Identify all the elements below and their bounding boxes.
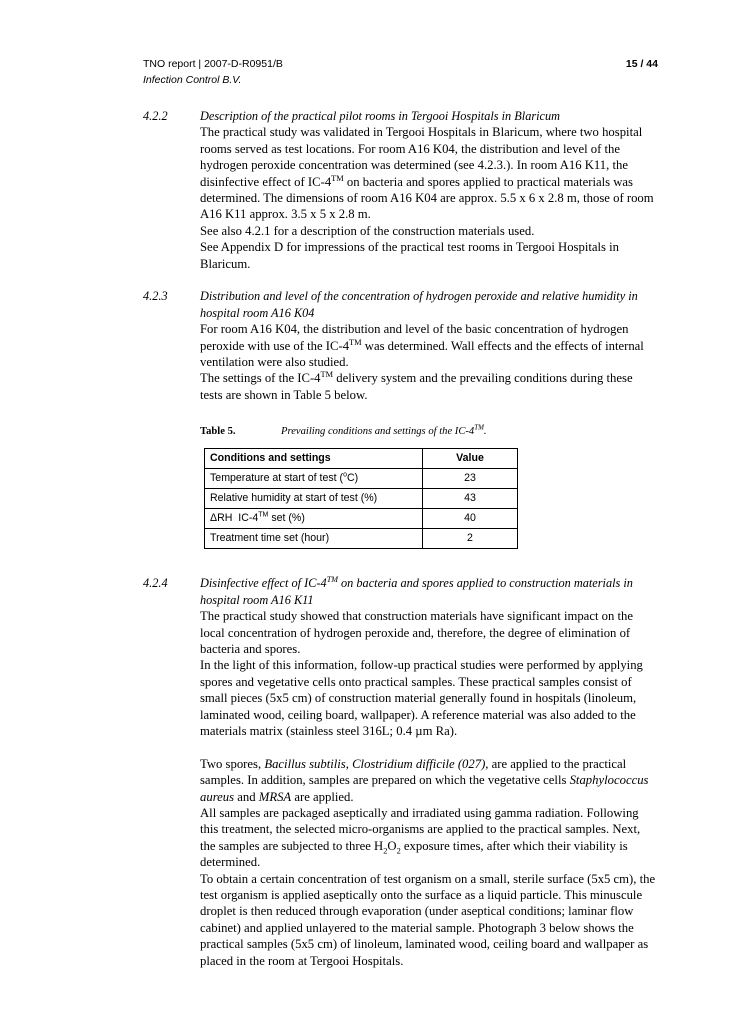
section-number: 4.2.2 bbox=[143, 109, 168, 123]
section-content bbox=[200, 288, 658, 403]
section-number: 4.2.3 bbox=[143, 289, 168, 304]
spacer bbox=[143, 272, 658, 288]
paragraph: To obtain a certain concentration of test organism on a small, sterile surface (5x5 cm), the test organism is applied aseptically onto the surface as a liquid particle. This minuscule droplet is then reduced through evaporation (under aseptical conditions; laminar flow cabinet) and applied unlayered to the material sample. Photograph 3 below shows the practical samples (5x5 cm) of linoleum, laminated wood, ceiling board and wallpaper as placed in the room at Tergooi Hospitals. bbox=[200, 871, 656, 968]
paragraph: See Appendix D for impressions of the practical test rooms in Tergooi Hospitals in Blaricum. bbox=[200, 240, 620, 271]
row-label: ΔRH IC-4™ set (%) bbox=[205, 509, 423, 529]
row-label: Temperature at start of test ($^o$C) bbox=[205, 469, 423, 489]
section-content bbox=[200, 575, 658, 969]
section-number: 4.2.4 bbox=[143, 576, 168, 591]
paragraph: The practical study showed that construction materials have significant impact on the local concentration of hydrogen peroxide and, therefore, the degree of elimination of bacteria and spores. bbox=[200, 609, 634, 656]
table-wrapper bbox=[204, 448, 510, 549]
page-number: 15 / 44 bbox=[625, 58, 658, 70]
table-caption bbox=[200, 425, 658, 439]
table-row bbox=[205, 469, 518, 489]
paragraph: For room A16 K04, the distribution and level of the basic concentration of hydrogen peroxide with use of the IC-4™ was determined. Wall effects and the effects of internal ventilation were also studied. bbox=[200, 322, 644, 370]
table-caption-text: Prevailing conditions and settings of the IC-4™. bbox=[281, 423, 487, 438]
table-header bbox=[205, 449, 518, 469]
header-top-row bbox=[143, 57, 658, 72]
paragraph: The practical study was validated in Tergooi Hospitals in Blaricum, where two hospital rooms served as test locations. For room A16 K04, the distribution and level of the hydrogen peroxide concentration was determined (see 4.2.3.). In room A16 K11, the disinfective effect of IC-4™ on bacteria and spores applied to practical materials was determined. The dimensions of room A16 K04 are approx. 5.5 x 6 x 2.8 m, those of room A16 K11 approx. 3.5 x 5 x 2.8 m. bbox=[200, 125, 654, 222]
table-row bbox=[205, 529, 518, 549]
row-value: 23 bbox=[423, 469, 518, 489]
paragraph: See also 4.2.1 for a description of the construction materials used. bbox=[200, 223, 535, 238]
row-value: 43 bbox=[423, 489, 518, 509]
page-header bbox=[143, 57, 658, 88]
section-title: Disinfective effect of IC-4™ on bacteria and spores applied to construction materials in hospital room A16 K11 bbox=[200, 575, 633, 607]
column-header-conditions: Conditions and settings bbox=[205, 449, 423, 469]
paragraph: In the light of this information, follow-up practical studies were performed by applying spores and vegetative cells onto practical samples. These practical samples consist of small pieces (5x5 cm) of construction material generally found in hospitals (linoleum, laminated wood, ceiling board, wallpaper). A reference material was also added to the materials matrix (stainless steel 316L; 0.4 µm Ra). bbox=[200, 658, 643, 738]
paragraph: Two spores, Bacillus subtilis, Clostridium difficile (027), are applied to the practical samples. In addition, samples are prepared on which the vegetative cells Staphylococcus aureus and MRSA are applied. bbox=[200, 756, 649, 804]
paragraph: The settings of the IC-4™ delivery system and the prevailing conditions during these tests are shown in Table 5 below. bbox=[200, 370, 633, 402]
section-title: Description of the practical pilot rooms in Tergooi Hospitals in Blaricum bbox=[200, 109, 561, 123]
row-value: 40 bbox=[423, 509, 518, 529]
row-value: 2 bbox=[423, 529, 518, 549]
section-content bbox=[200, 108, 658, 272]
row-label: Relative humidity at start of test (%) bbox=[205, 489, 423, 509]
table-header-row bbox=[205, 449, 518, 469]
table-body bbox=[205, 469, 518, 549]
table-row bbox=[205, 509, 518, 529]
row-label: Treatment time set (hour) bbox=[205, 529, 423, 549]
section-title: Distribution and level of the concentration of hydrogen peroxide and relative humidity in hospital room A16 K04 bbox=[200, 289, 638, 320]
header-subtitle: Infection Control B.V. bbox=[143, 74, 242, 86]
table-row bbox=[205, 489, 518, 509]
document-body bbox=[143, 108, 658, 969]
spacer bbox=[143, 549, 658, 575]
prevailing-conditions-table bbox=[204, 448, 518, 549]
paragraph: All samples are packaged aseptically and irradiated using gamma radiation. Following this treatment, the selected micro-organisms are applied to the practical samples. Next, the samples are subjected to three $H_2O_2$ exposure times, after which their viability is determined. bbox=[200, 805, 641, 870]
table-caption-label: Table 5. bbox=[200, 426, 236, 438]
section-4-2-3 bbox=[143, 288, 658, 403]
section-4-2-4 bbox=[143, 575, 658, 969]
column-header-value: Value bbox=[423, 449, 518, 469]
section-4-2-2 bbox=[143, 108, 658, 272]
report-title: TNO report | 2007-D-R0951/B bbox=[143, 58, 283, 70]
